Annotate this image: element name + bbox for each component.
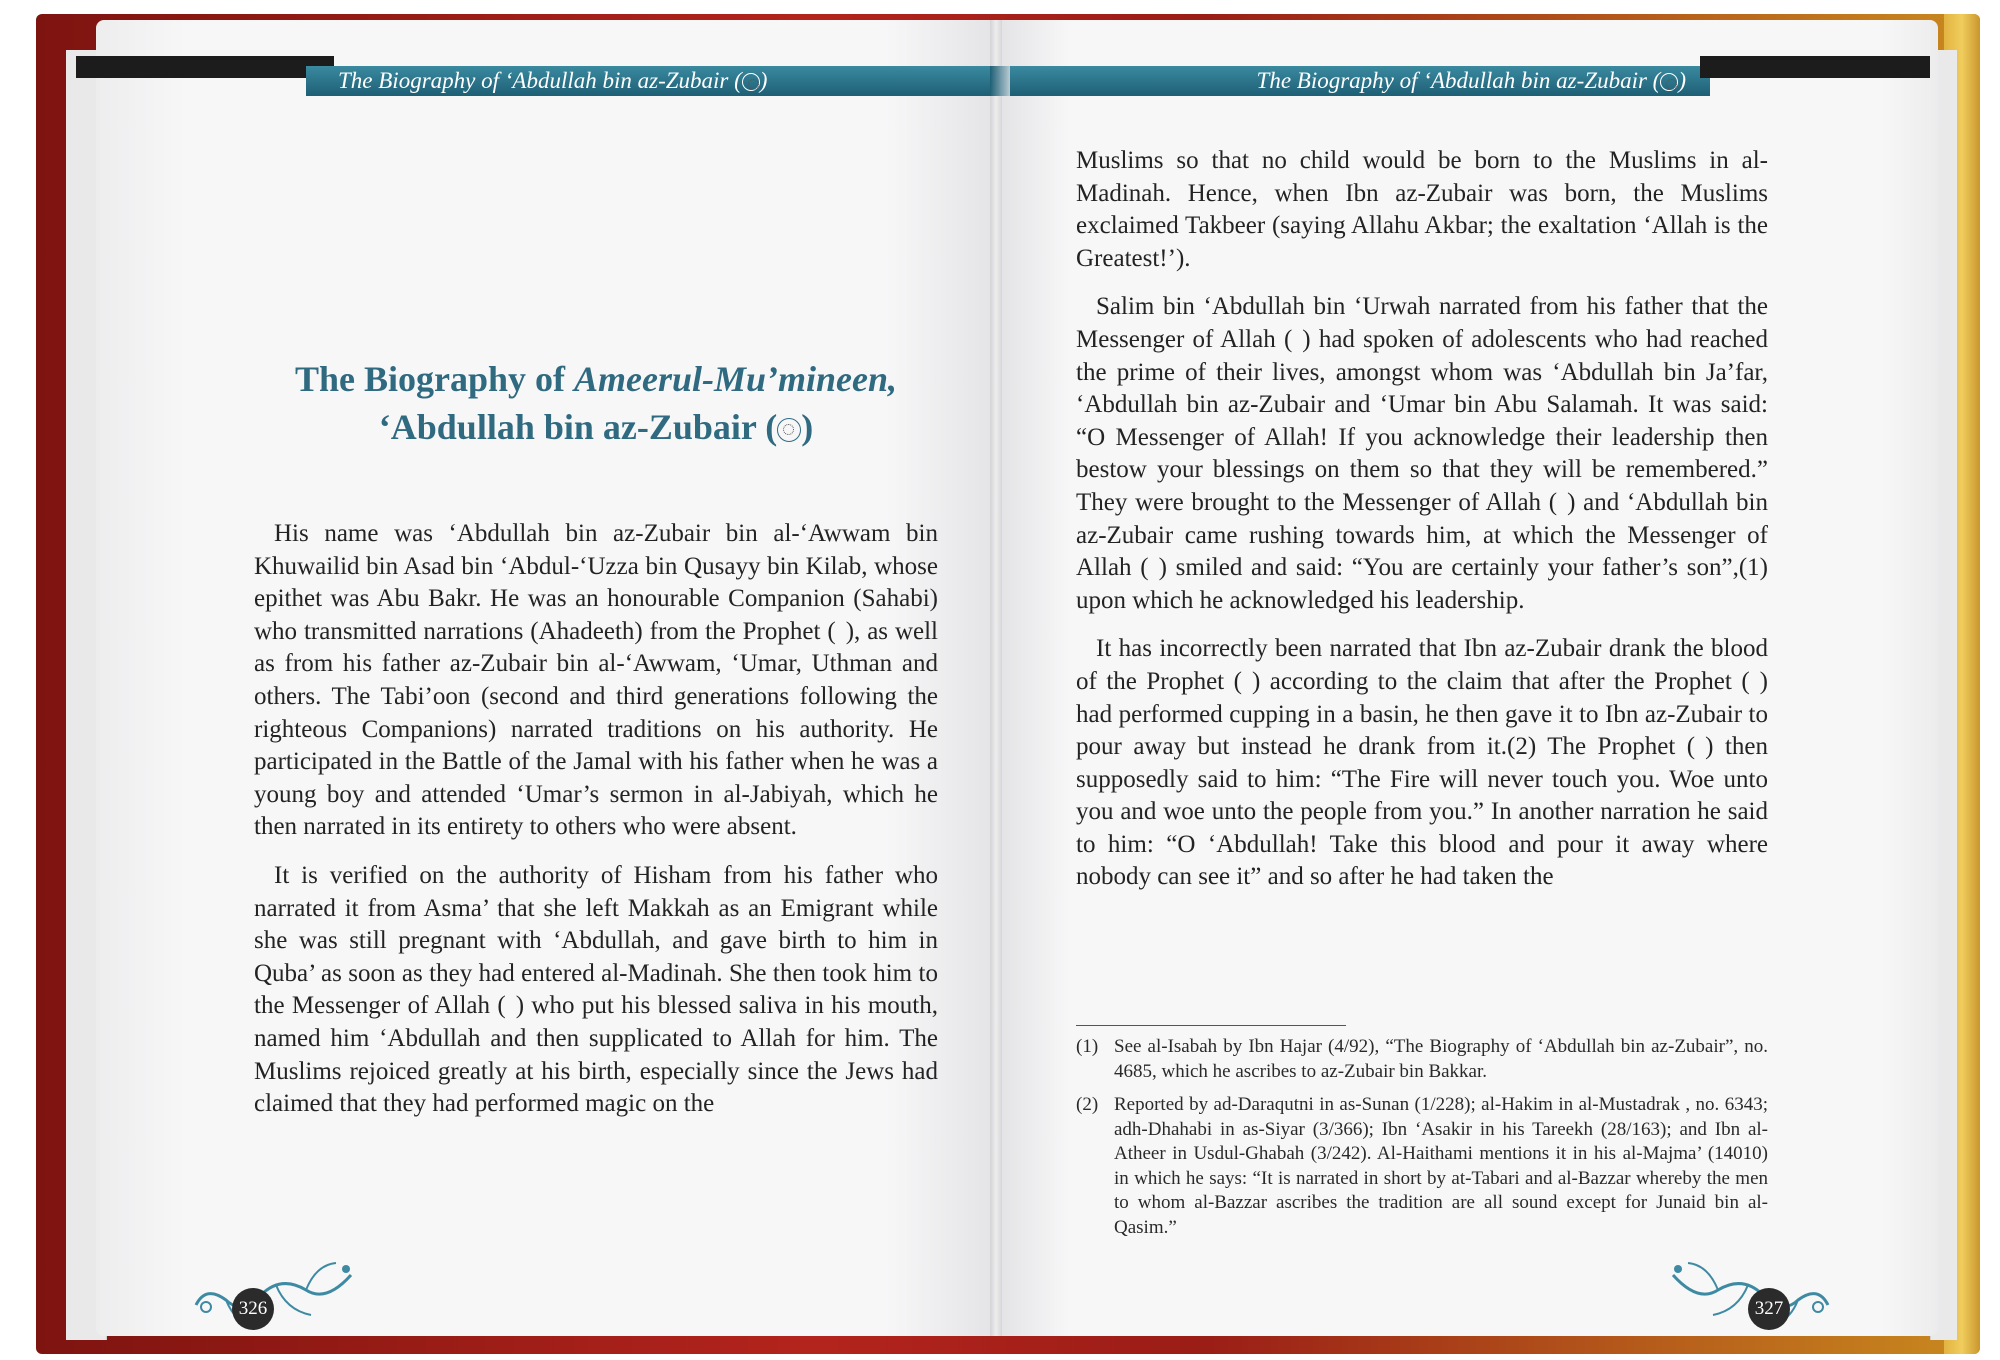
seal-icon	[1660, 73, 1678, 91]
running-title-left: The Biography of ‘Abdullah bin az-Zubair (	[338, 68, 742, 93]
running-header-left: The Biography of ‘Abdullah bin az-Zubair ( )	[306, 66, 990, 96]
chapter-title-part1: The Biography of	[294, 359, 575, 399]
seal-icon	[777, 418, 801, 442]
left-page-body	[254, 518, 938, 1121]
footnote-text: See al-Isabah by Ibn Hajar (4/92), “The Biography of ‘Abdullah bin az-Zubair”, no. 4685, which he ascribes to az-Zubair bin Bakkar.	[1114, 1036, 1768, 1082]
right-paragraph-3: It has incorrectly been narrated that Ibn az-Zubair drank the blood of the Prophet ( ) according to the claim that after the Prophet ( ) had performed cupping in a basin, he then gave it to Ibn az-Zubair to pour away but instead he drank from it.(2) The Prophet ( ) then supposedly said to him: “The Fire will never touch you. Woe unto you and woe unto the people from you.” In another narration he said to him: “O ‘Abdullah! Take this blood and pour it away where nobody can see it” and so after he had taken the	[1076, 635, 1768, 891]
header-bar-left	[76, 56, 334, 78]
chapter-title: The Biography of Ameerul-Mu’mineen, ‘Abdullah bin az-Zubair ( )	[294, 359, 898, 447]
page-number-left: 326	[232, 1288, 274, 1330]
footnote-1	[1076, 1035, 1768, 1084]
footnotes	[1076, 1035, 1768, 1249]
footnote-text: Reported by ad-Daraqutni in as-Sunan (1/228); al-Hakim in al-Mustadrak , no. 6343; adh-Dhahabi in as-Siyar (3/366); Ibn ‘Asakir in his Tareekh (28/163); and Ibn al-Atheer in Usdul-Ghabah (3/242). Al-Haithami mentions it in his al-Majma’ (14010) in which he says: “It is narrated in short by at-Tabari and al-Bazzar whereby the men to whom al-Bazzar ascribes the tradition are all sound except for Junaid bin al-Qasim.”	[1114, 1094, 1768, 1238]
page-number-right: 327	[1748, 1288, 1790, 1330]
chapter-title-line2: ‘Abdullah bin az-Zubair (	[378, 407, 778, 447]
floral-ornament-icon	[186, 1255, 376, 1335]
footnote-number: (1)	[1076, 1036, 1099, 1057]
right-paragraph-2: Salim bin ‘Abdullah bin ‘Urwah narrated from his father that the Messenger of Allah ( ) had spoken of adolescents who had reached the prime of their lives, amongst whom was ‘Abdullah bin Ja’far, ‘Abdullah bin az-Zubair and ‘Umar bin Abu Salamah. It was said: “O Messenger of Allah! If you acknowledge their leadership then bestow your blessings on them so that they will be remembered.” They were brought to the Messenger of Allah ( ) and ‘Abdullah bin az-Zubair came rushing towards him, at which the Messenger of Allah ( ) smiled and said: “You are certainly your father’s son”,(1) upon which he acknowledged his leadership.	[1076, 293, 1768, 614]
chapter-title-part2: Ameerul-Mu’mineen,	[574, 359, 898, 399]
seal-icon	[742, 73, 760, 91]
book-gutter	[990, 20, 1002, 1336]
right-page-body	[1076, 145, 1768, 894]
footnote-rule	[1076, 1025, 1346, 1026]
header-bar-right	[1700, 56, 1930, 78]
right-paragraph-1: Muslims so that no child would be born to the Muslims in al-Madinah. Hence, when Ibn az-Zubair was born, the Muslims exclaimed Takbeer (saying Allahu Akbar; the exaltation ‘Allah is the Greatest!’).	[1076, 147, 1768, 272]
footnote-2	[1076, 1093, 1768, 1240]
floral-ornament-icon	[1648, 1255, 1838, 1335]
footnote-number: (2)	[1076, 1094, 1099, 1115]
running-header-right: The Biography of ‘Abdullah bin az-Zubair ( )	[1010, 66, 1710, 96]
left-paragraph-2: It is verified on the authority of Hisham from his father who narrated it from Asma’ that she left Makkah as an Emigrant while she was still pregnant with ‘Abdullah, and gave birth to him in Quba’ as soon as they had entered al-Madinah. She then took him to the Messenger of Allah ( ) who put his blessed saliva in his mouth, named him ‘Abdullah and then supplicated to Allah for him. The Muslims rejoiced greatly at his birth, especially since the Jews had claimed that they had performed magic on the	[254, 861, 938, 1118]
running-title-right: The Biography of ‘Abdullah bin az-Zubair (	[1256, 68, 1661, 93]
left-paragraph-1: His name was ‘Abdullah bin az-Zubair bin al-‘Awwam bin Khuwailid bin Asad bin ‘Abdul-‘Uzza bin Qusayy bin Kilab, whose epithet was Abu Bakr. He was an honourable Companion (Sahabi) who transmitted narrations (Ahadeeth) from the Prophet ( ), as well as from his father az-Zubair bin al-‘Awwam, ‘Umar, Uthman and others. The Tabi’oon (second and third generations following the righteous Companions) narrated traditions on his authority. He participated in the Battle of the Jamal with his father when he was a young boy and attended ‘Umar’s sermon in al-Jabiyah, which he then narrated in its entirety to others who were absent.	[254, 520, 938, 841]
